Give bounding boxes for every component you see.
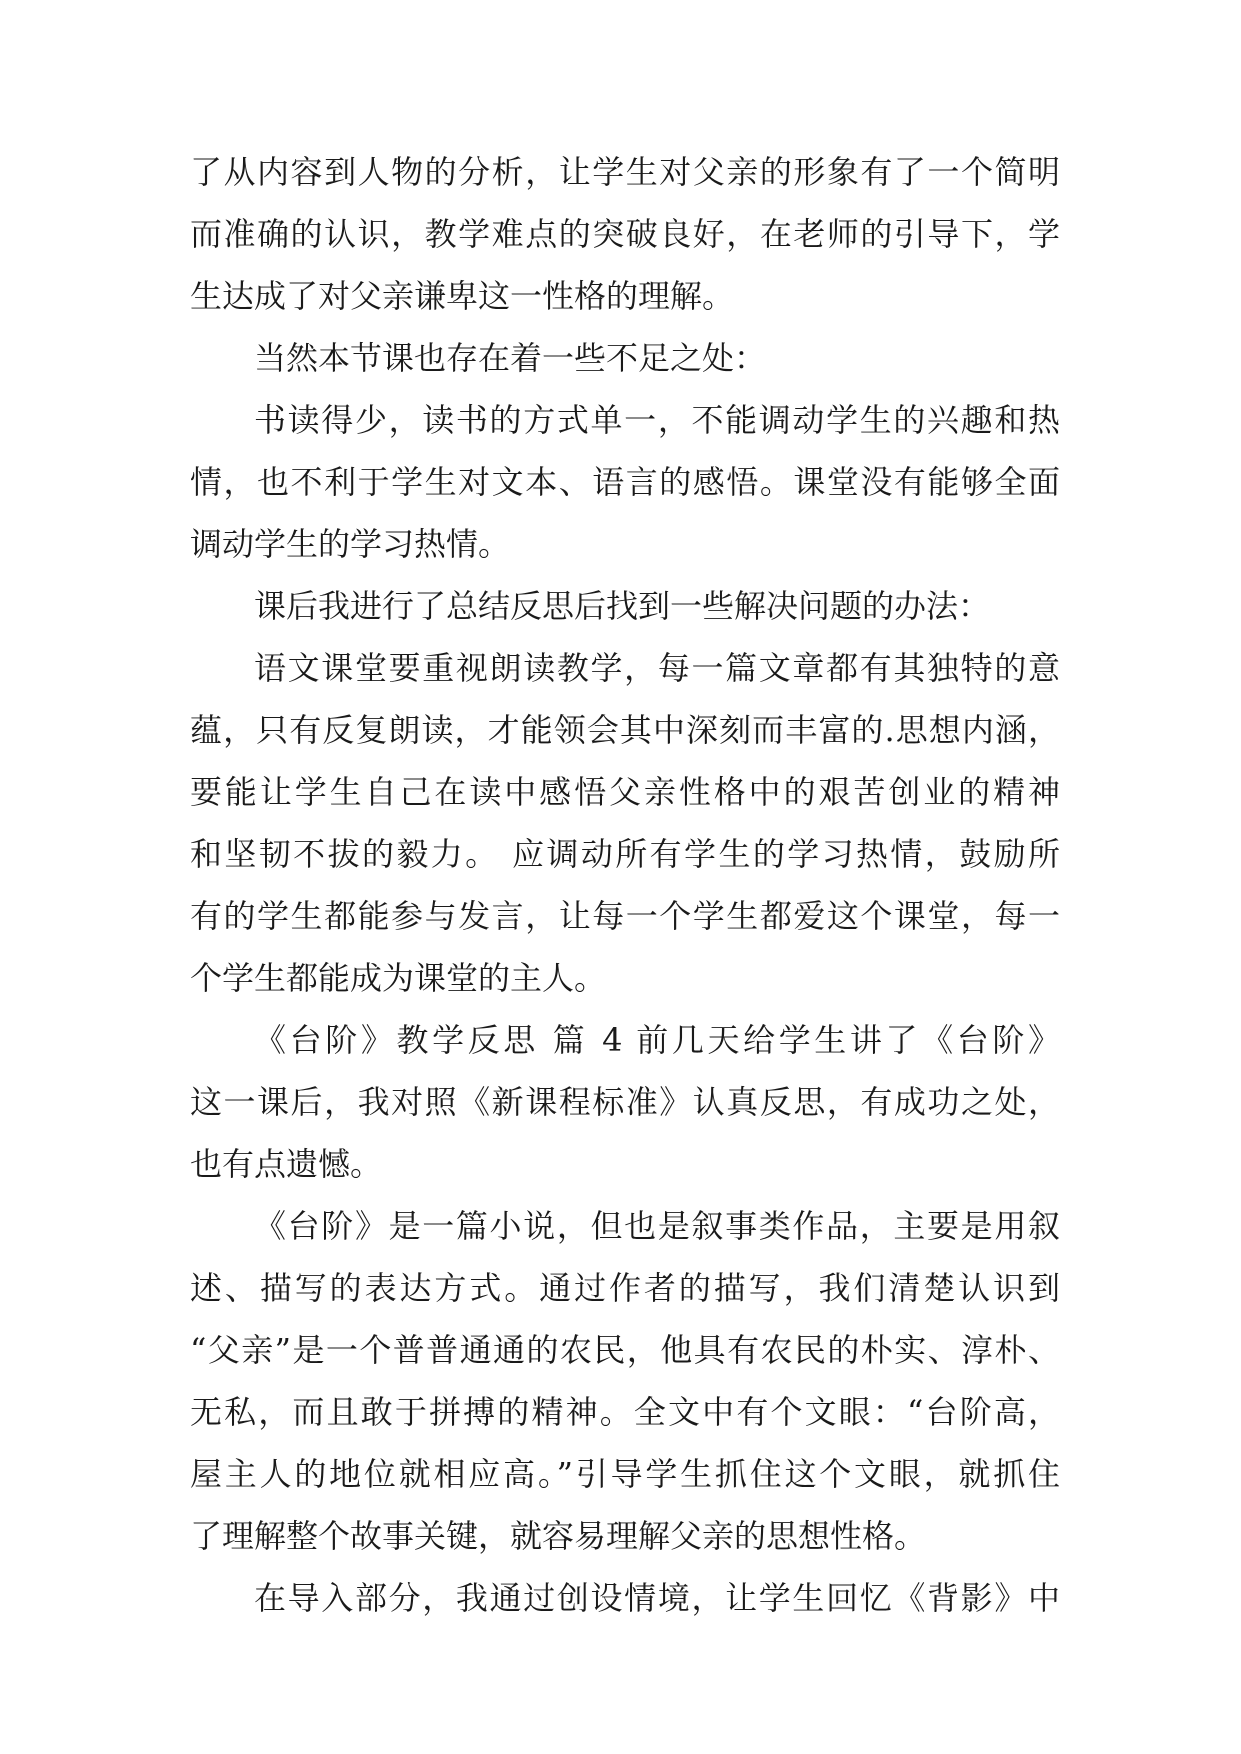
- text-line: 当然本节课也存在着一些不足之处：: [254, 339, 767, 377]
- text-line: 个学生都能成为课堂的主人。: [190, 959, 607, 997]
- text-line: 书读得少，读书的方式单一，不能调动学生的兴趣和热: [254, 401, 1060, 439]
- text-line: 《台阶》教学反思 篇 4 前几天给学生讲了《台阶》: [254, 1021, 1060, 1059]
- text-line: 有的学生都能参与发言，让每一个学生都爱这个课堂，每一: [190, 897, 1060, 935]
- text-line: 生达成了对父亲谦卑这一性格的理解。: [190, 277, 735, 315]
- text-line: 蕴，只有反复朗读，才能领会其中深刻而丰富的.思想内涵，: [190, 711, 1060, 749]
- text-line: 也有点遗憾。: [190, 1145, 383, 1183]
- text-line: 和坚韧不拔的毅力。 应调动所有学生的学习热情，鼓励所: [190, 835, 1060, 873]
- text-line: 了理解整个故事关键，就容易理解父亲的思想性格。: [190, 1517, 927, 1555]
- text-line: 无私，而且敢于拼搏的精神。全文中有个文眼：“台阶高，: [190, 1393, 1060, 1431]
- text-line: 述、描写的表达方式。通过作者的描写，我们清楚认识到: [190, 1269, 1060, 1307]
- text-line: 课后我进行了总结反思后找到一些解决问题的办法：: [254, 587, 991, 625]
- text-line: 《台阶》是一篇小说，但也是叙事类作品，主要是用叙: [254, 1207, 1060, 1245]
- text-line: “父亲”是一个普普通通的农民，他具有农民的朴实、淳朴、: [190, 1331, 1060, 1369]
- text-line: 情，也不利于学生对文本、语言的感悟。课堂没有能够全面: [190, 463, 1060, 501]
- text-line: 这一课后，我对照《新课程标准》认真反思，有成功之处，: [190, 1083, 1060, 1121]
- text-line: 语文课堂要重视朗读教学，每一篇文章都有其独特的意: [254, 649, 1060, 687]
- text-line: 而准确的认识，教学难点的突破良好，在老师的引导下，学: [190, 215, 1060, 253]
- text-line: 在导入部分，我通过创设情境，让学生回忆《背影》中: [254, 1579, 1060, 1617]
- text-line: 屋主人的地位就相应高。”引导学生抓住这个文眼，就抓住: [190, 1455, 1060, 1493]
- text-line: 调动学生的学习热情。: [190, 525, 511, 563]
- text-line: 要能让学生自己在读中感悟父亲性格中的艰苦创业的精神: [190, 773, 1060, 811]
- text-line: 了从内容到人物的分析，让学生对父亲的形象有了一个简明: [190, 153, 1060, 191]
